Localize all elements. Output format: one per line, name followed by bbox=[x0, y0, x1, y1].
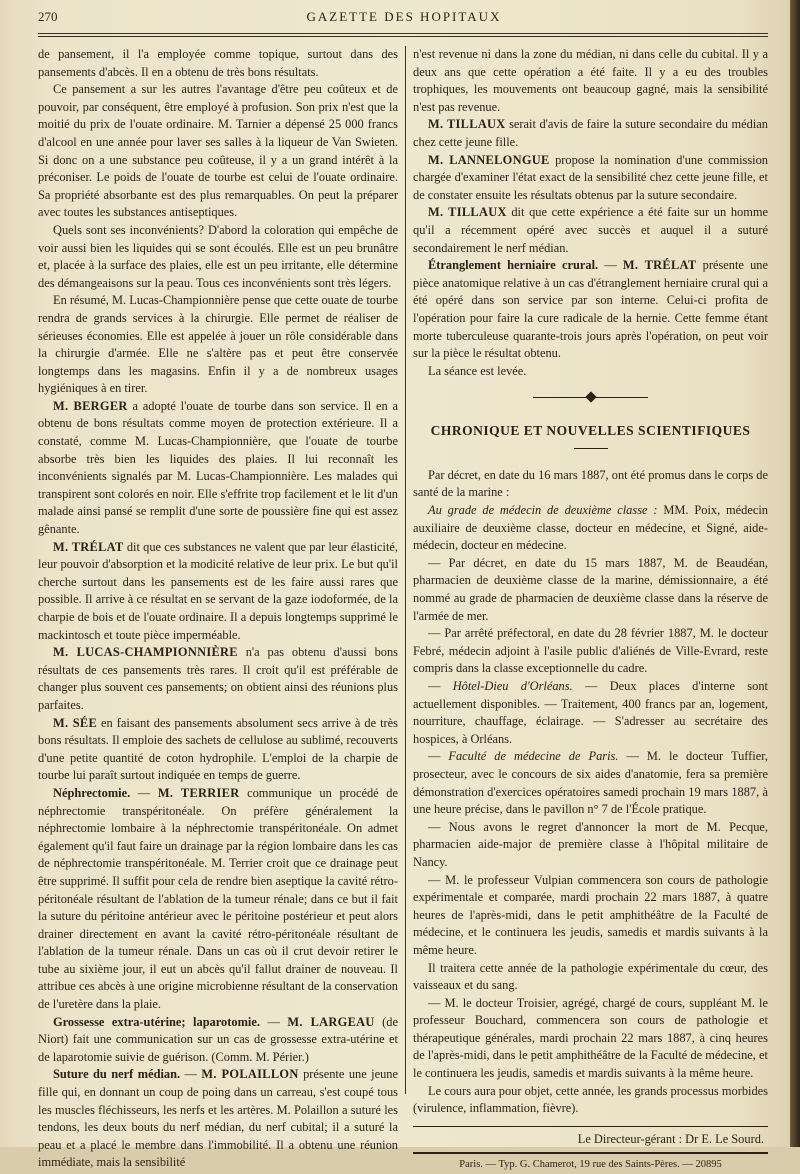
paragraph: En résumé, M. Lucas-Championnière pense que cette ouate de tourbe rendra de grands services à la chirurgie. Elle permet de réaliser de sérieuses économies. Elle est appelée à jouer un rôle considérable dans la chirurgie d'armée. Elle ne s'altère pas et peut être conservée longtemps dans les magasins. Enfin il y a de nombreux usages hygiéniques à en tirer. bbox=[38, 293, 398, 396]
paragraph: — M. le professeur Vulpian commencera son cours de pathologie expérimentale et comparée, mardi prochain 22 mars 1887, à quatre heures de l'après-midi, dans le petit amphithéâtre de la Faculté de médecine, et le continuera les jeudis, samedis et mardis suivants à la même heure. bbox=[413, 872, 768, 957]
paragraph: Suture du nerf médian. — M. POLAILLON présente une jeune fille qui, en donnant un coup de poing dans un carreau, s'est coupé tous les muscles fléchisseurs, les nerfs et les artères. M. Polaillon a suturé les tendons, les deux bouts du nerf médian, du nerf cubital; il a suturé la peau et a placé le membre dans l'immobilité. Il a obtenu une réunion immédiate, mais la sensibilité bbox=[38, 1067, 398, 1170]
paragraph: Néphrectomie. — M. TERRIER communique un procédé de néphrectomie transpéritonéale. On préfère généralement la néphrectomie lombaire à la néphrectomie transpéritonéale. On admet également qu'il faut faire un drainage par la région lombaire dans les cas de néphrectomie transpéritonéale. M. Terrier croit que ce drainage peut être supprimé. Il suffit pour cela de rendre bien aseptique la cavité rétro-péritonéale résultant de l'ablation de la tumeur rénale; dans ce but il fait la suture du péritoine antérieur avec le péritoine postérieur et peut alors drainer directement en avant la cavité rétro-péritonéale résultant de l'ablation de la tumeur rénale. Dans un cas où il crut devoir retirer le tube au sixième jour, il eut un abcès qu'il fallut drainer de nouveau. Il attribue ces abcès à une origine microbienne résultant de la conservation de l'uretère dans la plaie. bbox=[38, 785, 398, 1012]
paragraph-text: MM. Poix, médecin auxiliaire de deuxième classe, docteur en médecine, et Signé, aide-médecin, docteur en médecine. bbox=[413, 503, 769, 553]
book-spine bbox=[790, 0, 800, 1147]
paragraph-text: — M. le docteur Tuffier, prosecteur, avec le concours de six aides d'anatomie, fera sa première démonstration d'exercices opératoires samedi prochain 19 mars 1887, à une heure précise, dans le pavillon n° 7 de l'École pratique. bbox=[413, 749, 768, 817]
paragraph: Étranglement herniaire crural. — M. TRÉLAT présente une pièce anatomique relative à un cas d'étranglement herniaire crural qui a été opéré dans son service par son interne. Celui-ci profita de l'opération pour faire la cure radicale de la hernie. Cette femme étant morte tuberculeuse quarante-trois jours après l'opération, on peut voir sur la pièce le résultat obtenu. bbox=[413, 258, 769, 361]
paragraph: Ce pansement a sur les autres l'avantage d'être peu coûteux et de pouvoir, par conséquent, être employé à profusion. Son prix n'est que la moitié du prix de l'ouate ordinaire. M. Tarnier a dépensé 25 000 francs d'alcool en une année pour laver ses salles à la liqueur de Van Swieten. Si donc on a une substance peu coûteuse, il y a un grand intérêt à la préconiser. Le poids de l'ouate de tourbe est celui de l'ouate ordinaire. Sa propriété absorbante est des plus remarquables. On peut la préparer avec toutes les substances antiseptiques. bbox=[38, 82, 398, 220]
speaker-name: M. TRÉLAT bbox=[622, 258, 697, 273]
signature: Le Directeur-gérant : Dr E. Le Sourd. bbox=[577, 1131, 764, 1146]
paragraph: — M. le docteur Troisier, agrégé, chargé de cours, suppléant M. le professeur Bouchard, commencera son cours de pathologie et thérapeutique générales, mardi prochain 22 mars 1887, à cinq heures de l'après-midi, dans le petit amphithéâtre de la Faculté de médecine, et le continuera les jeudis, samedis et mardis suivants à la même heure. bbox=[413, 995, 768, 1081]
paragraph bbox=[413, 204, 768, 257]
section-title: Suture du nerf médian. bbox=[53, 1067, 181, 1082]
paragraph: — Nous avons le regret d'annoncer la mort de M. Pecque, pharmacien aide-major de première classe à l'hôpital militaire de Nancy. bbox=[413, 819, 768, 869]
speaker-name: M. TERRIER bbox=[157, 785, 240, 800]
paragraph: La séance est levée. bbox=[428, 363, 527, 378]
speaker-name: M. LANNELONGUE bbox=[428, 152, 550, 167]
header-rule bbox=[38, 33, 768, 34]
paragraph: Le cours aura pour objet, cette année, les grands processus morbides (virulence, inflammation, fièvre). bbox=[413, 1083, 768, 1116]
speaker-name: M. SÉE bbox=[53, 715, 98, 730]
section-title: Étranglement herniaire crural. bbox=[428, 258, 599, 273]
paragraph bbox=[38, 644, 398, 714]
section-title: Néphrectomie. bbox=[53, 785, 131, 800]
paragraph: n'est revenue ni dans la zone du médian, ni dans celle du cubital. Il y a deux ans que cette opération a été faite. Il y a eu des troubles trophiques, les mouvements ont beaucoup gagné, mais la sensibilité n'est pas revenue. bbox=[413, 47, 768, 114]
paragraph: — Par décret, en date du 15 mars 1887, M. de Beaudéan, pharmacien de deuxième classe de la marine, démissionnaire, a été nommé au grade de pharmacien de deuxième classe dans la réserve de l'armée de mer. bbox=[413, 555, 768, 623]
paragraph-text: a adopté l'ouate de tourbe dans son service. Il en a obtenu de bons résultats comme moyen de protection extérieure. Il a constaté, comme M. Lucas-Championnière, que l'ouate de tourbe absorbe très bien les liquides des plaies. Il lui reconnaît les inconvénients signalés par M. Lucas-Championnière. Les malades qui transpirent sont colorés en noir. Elle s'effrite trop facilement et le lit d'un malade ainsi pansé se remplit d'une sorte de poussière fine qui est assez gênante. bbox=[38, 398, 399, 537]
dash: — bbox=[428, 749, 449, 764]
speaker-name: M. TILLAUX bbox=[428, 205, 507, 220]
paragraph bbox=[413, 502, 768, 555]
paragraph: de pansement, il l'a employée comme topique, surtout dans des pansements d'abcès. Il en a obtenu de très bons résultats. bbox=[38, 47, 398, 79]
paragraph-text: (de Niort) fait une communication sur un cas de grossesse extra-utérine et de laparotomie suivie de guérison. (Comm. M. Périer.) bbox=[38, 1014, 398, 1064]
printer-imprint: Paris. — Typ. G. Chamerot, 19 rue des Saints-Pères. — 20895 bbox=[413, 1152, 768, 1174]
italic-heading: Hôtel-Dieu d'Orléans. bbox=[452, 679, 573, 693]
column-divider bbox=[405, 46, 406, 1094]
heading-rule bbox=[574, 448, 608, 449]
paragraph-text: serait d'avis de faire la suture secondaire du médian chez cette jeune fille. bbox=[413, 117, 768, 149]
italic-heading: Faculté de médecine de Paris. bbox=[448, 749, 619, 764]
paragraph bbox=[413, 152, 768, 205]
paragraph-text: dit que ces substances ne valent que par leur élasticité, leur pouvoir d'absorption et la modicité relative de leur prix. Le but qu'il cherche surtout dans les pansements est de les faire aussi rares que possible. Il arrive à ce résultat en se servant de la gaze iodoformée, de la charpie de bois et de l'ouate ordinaire. Il a depuis longtemps supprimé le mackintosch et toute pièce imperméable. bbox=[38, 539, 398, 642]
section-ornament bbox=[413, 394, 768, 402]
page-number: 270 bbox=[38, 9, 58, 24]
paragraph bbox=[413, 678, 768, 748]
paragraph bbox=[38, 398, 398, 539]
paragraph: — Par arrêté préfectoral, en date du 28 février 1887, M. le docteur Febré, médecin adjoint à l'asile public d'aliénés de Ville-Evrard, reste compris dans la classe exceptionnelle du cadre. bbox=[413, 626, 768, 676]
paragraph-text: présente une jeune fille qui, en donnant un coup de poing dans un carreau, s'est coupé tous les muscles fléchisseurs, les nerfs et les artères. M. Polaillon a suturé les tendons, les deux bouts du nerf médian, du nerf cubital; il a suturé la peau et a placé le membre dans l'immobilité. Il a obtenu une réunion immédiate, mais la sensibilité bbox=[38, 1067, 398, 1170]
speaker-name: M. LARGEAU bbox=[287, 1014, 375, 1029]
paragraph-text: dit que cette expérience a été faite sur un homme qu'il a récemment opéré avec succès et auquel il a suturé secondairement le nerf médian. bbox=[413, 205, 768, 255]
header-rule-2 bbox=[38, 36, 768, 37]
paragraph-text: communique un procédé de néphrectomie transpéritonéale. On préfère généralement la néphrectomie lombaire à la néphrectomie transpéritonéale. On admet également qu'il faut faire un drainage par la région lombaire dans les cas de néphrectomie transpéritonéale. M. Terrier croit que ce drainage peut être supprimé. Il suffit pour cela de rendre bien aseptique la cavité rétro-péritonéale résultant de l'ablation de la tumeur rénale; dans ce but il fait la suture du péritoine antérieur avec le péritoine postérieur et peut alors drainer directement en avant la cavité rétro-péritonéale résultant de l'ablation de la tumeur rénale. Dans un cas où il crut devoir retirer le tube au sixième jour, il eut un abcès qu'il fallut drainer de nouveau. Il attribue ces abcès à une origine microbienne résultant de la conservation de l'uretère dans la plaie. bbox=[38, 785, 398, 1012]
paragraph-text: n'a pas obtenu d'aussi bons résultats de ces pansements très rares. Il croit qu'il est préférable de changer plus souvent ces pansements; on obtient ainsi des réunions plus parfaites. bbox=[38, 645, 398, 712]
right-column bbox=[413, 46, 768, 1174]
dash: — bbox=[428, 679, 453, 693]
speaker-name: M. BERGER bbox=[53, 398, 128, 413]
signature-rule bbox=[413, 1126, 768, 1127]
paragraph-text: en faisant des pansements absolument secs arrive à de très bons résultats. Il emploie des sachets de cellulose au sublimé, recouverts d'une petite quantité de coton hydrophile. L'emploi de la charpie de tourbe lui paraît surtout indiquée en temps de guerre. bbox=[38, 715, 398, 783]
speaker-name: M. POLAILLON bbox=[201, 1067, 299, 1082]
paragraph bbox=[413, 116, 768, 151]
paragraph: Par décret, en date du 16 mars 1887, ont été promus dans le corps de santé de la marine : bbox=[413, 467, 768, 500]
paragraph bbox=[38, 539, 398, 645]
italic-heading: Au grade de médecin de deuxième classe : bbox=[428, 503, 658, 518]
section-heading: CHRONIQUE ET NOUVELLES SCIENTIFIQUES bbox=[430, 423, 751, 439]
left-column bbox=[38, 46, 398, 1172]
paragraph-text: — Deux places d'interne sont actuellement disponibles. — Traitement, 400 francs par an, logement, nourriture, chauffage, éclairage. — S'adresser au secrétaire des hospices, à Orléans. bbox=[413, 679, 768, 746]
paragraph: Quels sont ses inconvénients? D'abord la coloration qui empêche de voir aussi bien les liquides qui se sont écoulés. Elle est un peu brunâtre et, placée à la surface des plaies, elle est un peu irritante, elle détermine des démangeaisons sur la peau. Tous ces inconvénients sont très légers. bbox=[38, 222, 398, 290]
paragraph bbox=[38, 715, 398, 785]
paragraph-text: propose la nomination d'une commission chargée d'examiner l'état exact de la sensibilité chez cette jeune fille, et de constater ensuite les résultats obtenus par la suture secondaire. bbox=[413, 152, 768, 202]
paragraph: Grossesse extra-utérine; laparotomie. — M. LARGEAU (de Niort) fait une communication sur un cas de grossesse extra-utérine et de laparotomie suivie de guérison. (Comm. M. Périer.) bbox=[38, 1014, 398, 1064]
journal-title: GAZETTE DES HOPITAUX bbox=[306, 9, 502, 24]
page-header bbox=[38, 6, 770, 32]
section-title: Grossesse extra-utérine; laparotomie. bbox=[53, 1014, 260, 1029]
paragraph-text: présente une pièce anatomique relative à un cas d'étranglement herniaire crural qui a été opéré dans son service par son interne. Celui-ci profita de l'opération pour faire la cure radicale de la hernie. Cette femme étant morte tuberculeuse quarante-trois jours après l'opération, on peut voir sur la pièce le résultat obtenu. bbox=[413, 258, 769, 361]
paragraph bbox=[413, 748, 768, 818]
speaker-name: M. LUCAS-CHAMPIONNIÈRE bbox=[53, 645, 238, 660]
speaker-name: M. TILLAUX bbox=[428, 117, 506, 132]
paragraph: Il traitera cette année de la pathologie expérimentale du cœur, des vaisseaux et du sang. bbox=[413, 960, 768, 993]
diamond-icon bbox=[585, 392, 596, 403]
speaker-name: M. TRÉLAT bbox=[53, 539, 124, 554]
